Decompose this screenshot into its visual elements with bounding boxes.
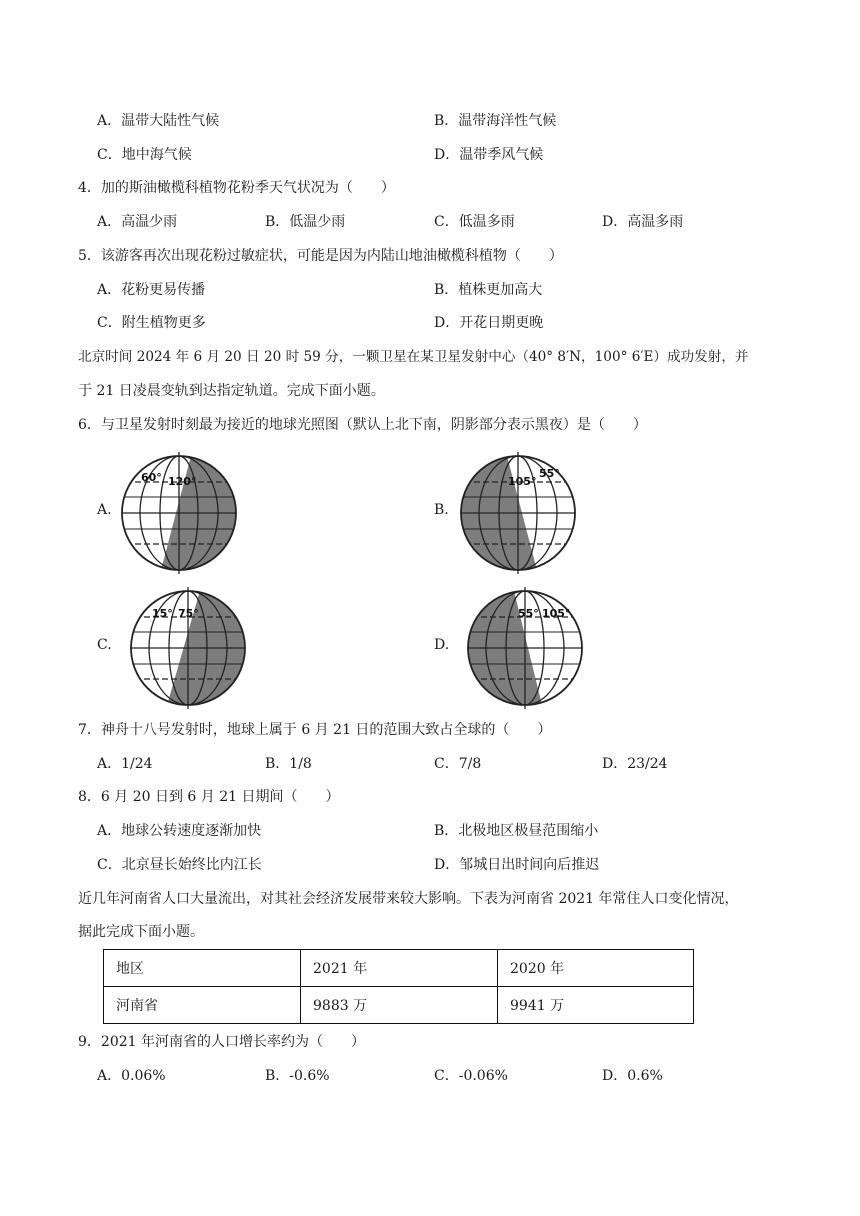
globe-c-meridian-label-1: 15° xyxy=(152,607,173,620)
passage-population-line2: 据此完成下面小题。 xyxy=(78,924,204,940)
population-table xyxy=(103,949,694,1024)
q4-stem: 4．加的斯油橄榄科植物花粉季天气状况为（ ） xyxy=(78,180,395,196)
globe-d-meridian-label-1: 55° xyxy=(518,607,539,620)
globe-b-meridian-label-1: 105° xyxy=(508,475,537,488)
q3-option-d: D．温带季风气候 xyxy=(434,147,544,163)
q8-option-a: A．地球公转速度逐渐加快 xyxy=(97,823,262,839)
q5-option-a: A．花粉更易传播 xyxy=(97,282,206,298)
q9-option-c: C．-0.06% xyxy=(434,1068,508,1084)
q4-option-c: C．低温多雨 xyxy=(434,214,515,230)
q7-stem: 7．神舟十八号发射时，地球上属于 6 月 21 日的范围大致占全球的（ ） xyxy=(78,722,552,738)
table-header-cell: 2020 年 xyxy=(498,950,694,987)
globe-illumination-diagram-c xyxy=(126,587,250,709)
q8-option-b: B．北极地区极昼范围缩小 xyxy=(434,823,599,839)
q4-option-d: D．高温多雨 xyxy=(602,214,684,230)
passage-satellite-line1: 北京时间 2024 年 6 月 20 日 20 时 59 分，一颗卫星在某卫星发射中心（40° 8′N，100° 6′E）成功发射，并 xyxy=(78,349,749,365)
table-header-row xyxy=(104,950,694,987)
table-header-cell: 地区 xyxy=(104,950,301,987)
q6-option-a-label: A. xyxy=(97,502,112,518)
table-header-cell: 2021 年 xyxy=(301,950,498,987)
passage-population-line1: 近几年河南省人口大量流出，对其社会经济发展带来较大影响。下表为河南省 2021 年常住人口变化情况， xyxy=(78,891,739,907)
table-cell: 河南省 xyxy=(104,987,301,1024)
q3-option-b: B．温带海洋性气候 xyxy=(434,113,557,129)
q5-option-c: C．附生植物更多 xyxy=(97,315,206,331)
globe-illumination-diagram-b xyxy=(456,452,580,574)
q5-option-b: B．植株更加高大 xyxy=(434,282,543,298)
q9-option-a: A．0.06% xyxy=(97,1068,166,1084)
q6-option-c-label: C. xyxy=(97,637,112,653)
q9-option-b: B．-0.6% xyxy=(265,1068,330,1084)
q7-option-a: A．1/24 xyxy=(97,756,153,772)
q8-stem: 8．6 月 20 日到 6 月 21 日期间（ ） xyxy=(78,789,340,805)
globe-d-meridian-label-2: 105° xyxy=(542,607,571,620)
q3-option-a: A．温带大陆性气候 xyxy=(97,113,220,129)
globe-c-meridian-label-2: 75° xyxy=(178,607,199,620)
globe-illumination-diagram-d xyxy=(463,587,587,709)
q8-option-c: C．北京昼长始终比内江长 xyxy=(97,857,262,873)
globe-b-meridian-label-2: 55° xyxy=(539,467,560,480)
globe-a-meridian-label-2: 120° xyxy=(168,475,197,488)
q9-stem: 9．2021 年河南省的人口增长率约为（ ） xyxy=(78,1034,365,1050)
q6-option-b-label: B. xyxy=(434,502,449,518)
q8-option-d: D．邹城日出时间向后推迟 xyxy=(434,857,600,873)
q4-option-a: A．高温少雨 xyxy=(97,214,178,230)
table-cell: 9883 万 xyxy=(301,987,498,1024)
q6-option-d-label: D. xyxy=(434,637,450,653)
q9-option-d: D．0.6% xyxy=(602,1068,663,1084)
q4-option-b: B．低温少雨 xyxy=(265,214,346,230)
q6-stem: 6．与卫星发射时刻最为接近的地球光照图（默认上北下南，阴影部分表示黑夜）是（ ） xyxy=(78,417,647,433)
q5-option-d: D．开花日期更晚 xyxy=(434,315,544,331)
table-cell: 9941 万 xyxy=(498,987,694,1024)
q7-option-d: D．23/24 xyxy=(602,756,668,772)
q3-option-c: C．地中海气候 xyxy=(97,147,192,163)
globe-a-meridian-label-1: 60° xyxy=(141,471,162,484)
table-row xyxy=(104,987,694,1024)
q7-option-c: C．7/8 xyxy=(434,756,482,772)
q5-stem: 5．该游客再次出现花粉过敏症状，可能是因为内陆山地油橄榄科植物（ ） xyxy=(78,248,563,264)
passage-satellite-line2: 于 21 日凌晨变轨到达指定轨道。完成下面小题。 xyxy=(78,383,385,399)
q7-option-b: B．1/8 xyxy=(265,756,312,772)
globe-illumination-diagram-a xyxy=(117,452,241,574)
